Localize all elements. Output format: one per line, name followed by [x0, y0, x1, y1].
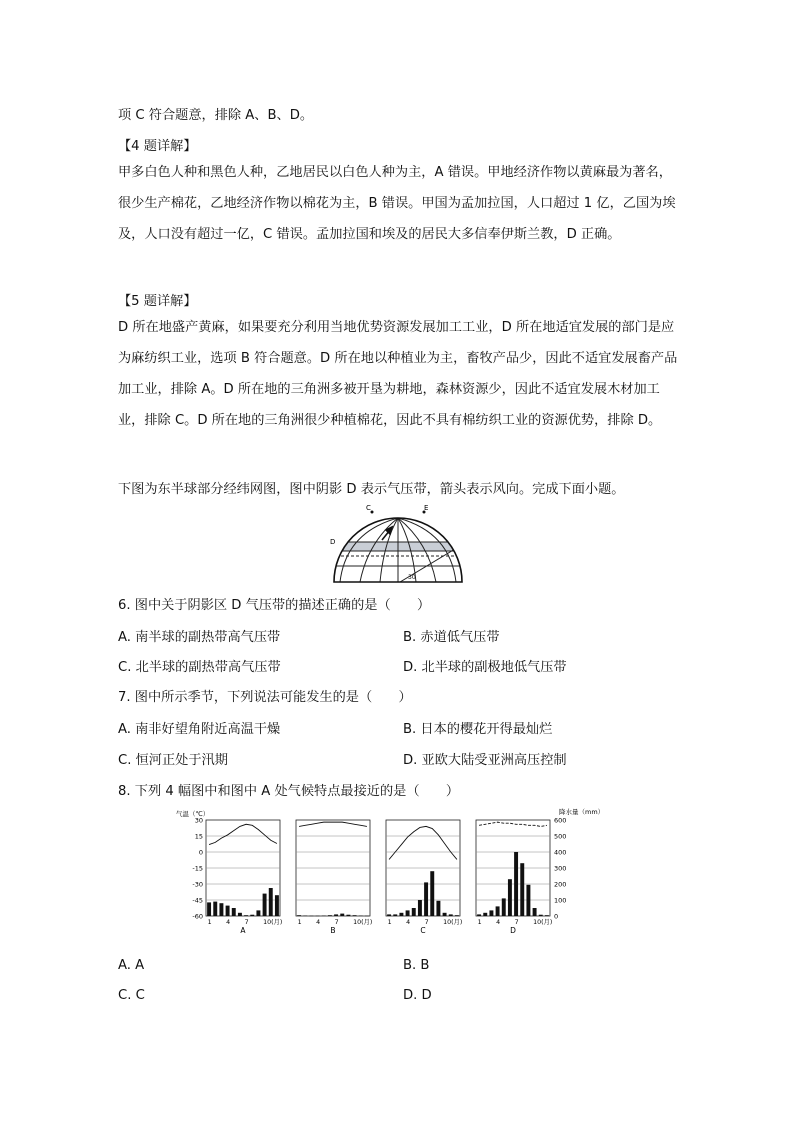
precipitation-tick-label: 400 — [554, 848, 567, 857]
precipitation-bar — [232, 908, 236, 916]
temperature-axis-label: 气温（℃） — [176, 810, 210, 818]
precipitation-bar — [483, 913, 487, 916]
precipitation-bar — [244, 915, 248, 916]
precipitation-bar — [406, 910, 410, 916]
precipitation-tick-label: 500 — [554, 832, 567, 841]
question-8-option-c: C. C — [118, 988, 145, 1003]
precipitation-bar — [309, 916, 313, 917]
question-6-option-a: A. 南半球的副热带高气压带 — [118, 630, 281, 645]
climate-charts — [176, 806, 605, 946]
temperature-line — [479, 822, 547, 826]
precipitation-bar — [545, 915, 549, 916]
month-tick-label: 4 — [496, 919, 501, 926]
precipitation-tick-label: 600 — [554, 816, 567, 825]
precipitation-tick-label: 300 — [554, 864, 567, 873]
precipitation-bar — [508, 879, 512, 916]
wind-arrow — [382, 527, 392, 540]
precipitation-bar — [539, 915, 543, 916]
temperature-tick-label: -60 — [192, 912, 203, 921]
precipitation-bar — [269, 888, 273, 916]
precipitation-bar — [256, 910, 260, 916]
paragraph-q5-detail: D 所在地盛产黄麻，如果要充分利用当地优势资源发展加工工业，D 所在地适宜发展的部门是应为麻纺织工业，选项 B 符合题意。D 所在地以种植业为主，畜牧产品少，因此不适宜发展畜产品加工业，排除 A。D 所在地的三角洲多被开垦为耕地，森林资源少，因此不适宜发展木材加工业，排除 C。D 所在地的三角洲很少种植棉花，因此不具有棉纺织工业的资源优势，排除 D。 — [118, 320, 678, 428]
heading-q4-detail: 【4 题详解】 — [118, 139, 197, 154]
month-tick-label: 7 — [514, 919, 519, 926]
question-7-option-d: D. 亚欧大陆受亚洲高压控制 — [403, 753, 567, 768]
temperature-line — [299, 822, 367, 826]
precipitation-bar — [533, 908, 537, 916]
precipitation-bar — [424, 882, 428, 916]
precipitation-bar — [322, 916, 326, 917]
precipitation-bar — [340, 914, 344, 916]
precipitation-tick-label: 200 — [554, 880, 567, 889]
paragraph-q4-detail: 甲多白色人种和黑色人种，乙地居民以白色人种为主，A 错误。甲地经济作物以黄麻最为著名，很少生产棉花，乙地经济作物以棉花为主，B 错误。甲国为孟加拉国，人口超过 1 亿，乙国为埃及，人口没有超过一亿，C 错误。孟加拉国和埃及的居民大多信奉伊斯兰教，D 正确。 — [118, 165, 676, 242]
precipitation-bar — [365, 916, 369, 917]
question-8-option-a: A. A — [118, 958, 145, 973]
precipitation-bar — [303, 916, 307, 917]
precipitation-bar — [263, 894, 267, 916]
precipitation-bar — [353, 915, 357, 916]
precipitation-bar — [219, 903, 223, 916]
month-tick-label: 10(月) — [263, 919, 283, 926]
question-6-option-c: C. 北半球的副热带高气压带 — [118, 660, 281, 675]
month-tick-label: 10(月) — [533, 919, 553, 926]
precipitation-tick-label: 100 — [554, 896, 567, 905]
panel-label: A — [240, 926, 246, 935]
question-8-option-b: B. B — [403, 958, 430, 973]
precipitation-bar — [436, 901, 440, 916]
month-tick-label: 4 — [406, 919, 411, 926]
precipitation-bar — [393, 914, 397, 916]
precipitation-bar — [359, 916, 363, 917]
precipitation-bar — [430, 871, 434, 916]
month-tick-label: 10(月) — [353, 919, 373, 926]
month-tick-label: 7 — [424, 919, 429, 926]
temperature-line — [209, 824, 277, 844]
temperature-tick-label: -45 — [192, 896, 203, 905]
precipitation-bar — [275, 895, 279, 916]
month-tick-label: 1 — [297, 919, 302, 926]
precipitation-bar — [514, 852, 518, 916]
question-7-option-c: C. 恒河正处于汛期 — [118, 753, 228, 768]
precipitation-bar — [346, 915, 350, 916]
question-7-option-b: B. 日本的樱花开得最灿烂 — [403, 722, 553, 737]
question-6-option-d: D. 北半球的副极地低气压带 — [403, 660, 567, 675]
month-tick-label: 4 — [316, 919, 321, 926]
precipitation-tick-label: 0 — [554, 912, 559, 921]
question-6-option-b: B. 赤道低气压带 — [403, 630, 500, 645]
label-e: E — [424, 504, 429, 512]
precipitation-bar — [443, 913, 447, 916]
precipitation-bar — [412, 908, 416, 916]
precipitation-bar — [316, 916, 320, 917]
temperature-tick-label: 15 — [194, 832, 203, 841]
intro-map-questions: 下图为东半球部分经纬网图，图中阴影 D 表示气压带，箭头表示风向。完成下面小题。 — [118, 482, 625, 497]
temperature-tick-label: 30 — [194, 816, 203, 825]
text-line-conclusion: 项 C 符合题意，排除 A、B、D。 — [118, 108, 314, 123]
precipitation-bar — [328, 915, 332, 916]
question-6-stem: 6. 图中关于阴影区 D 气压带的描述正确的是（ ） — [118, 598, 431, 613]
panel-label: C — [420, 926, 426, 935]
label-d: D — [330, 538, 336, 546]
temperature-line — [389, 826, 457, 859]
month-tick-label: 7 — [334, 919, 339, 926]
precipitation-bar — [250, 915, 254, 916]
label-30: 30 — [408, 574, 416, 581]
precipitation-bar — [226, 906, 230, 916]
precipitation-bar — [399, 913, 403, 916]
question-7-stem: 7. 图中所示季节，下列说法可能发生的是（ ） — [118, 690, 412, 705]
month-tick-label: 4 — [226, 919, 231, 926]
month-tick-label: 1 — [387, 919, 392, 926]
precipitation-axis-label: 降水量（mm） — [559, 808, 605, 816]
precipitation-bar — [418, 900, 422, 916]
month-tick-label: 1 — [207, 919, 212, 926]
precipitation-bar — [238, 913, 242, 916]
precipitation-bar — [334, 914, 338, 916]
heading-q5-detail: 【5 题详解】 — [118, 294, 197, 309]
precipitation-bar — [297, 915, 301, 916]
temperature-tick-label: 0 — [198, 848, 203, 857]
month-tick-label: 7 — [244, 919, 249, 926]
precipitation-bar — [489, 910, 493, 916]
precipitation-bar — [449, 914, 453, 916]
precipitation-bar — [455, 915, 459, 916]
question-7-option-a: A. 南非好望角附近高温干燥 — [118, 722, 281, 737]
hemisphere-graticule-map — [326, 502, 470, 586]
precipitation-bar — [477, 914, 481, 916]
temperature-tick-label: -15 — [192, 864, 203, 873]
question-8-option-d: D. D — [403, 988, 432, 1003]
precipitation-bar — [387, 914, 391, 916]
precipitation-bar — [496, 906, 500, 916]
precipitation-bar — [526, 885, 530, 916]
precipitation-bar — [213, 902, 217, 916]
precipitation-bar — [207, 902, 211, 916]
panel-label: B — [330, 926, 336, 935]
question-8-stem: 8. 下列 4 幅图中和图中 A 处气候特点最接近的是（ ） — [118, 784, 460, 799]
precipitation-bar — [502, 898, 506, 916]
precipitation-bar — [520, 863, 524, 916]
point-c — [371, 511, 374, 514]
label-c: C — [366, 504, 371, 512]
temperature-tick-label: -30 — [192, 880, 203, 889]
month-tick-label: 10(月) — [443, 919, 463, 926]
month-tick-label: 1 — [477, 919, 482, 926]
panel-label: D — [510, 926, 516, 935]
